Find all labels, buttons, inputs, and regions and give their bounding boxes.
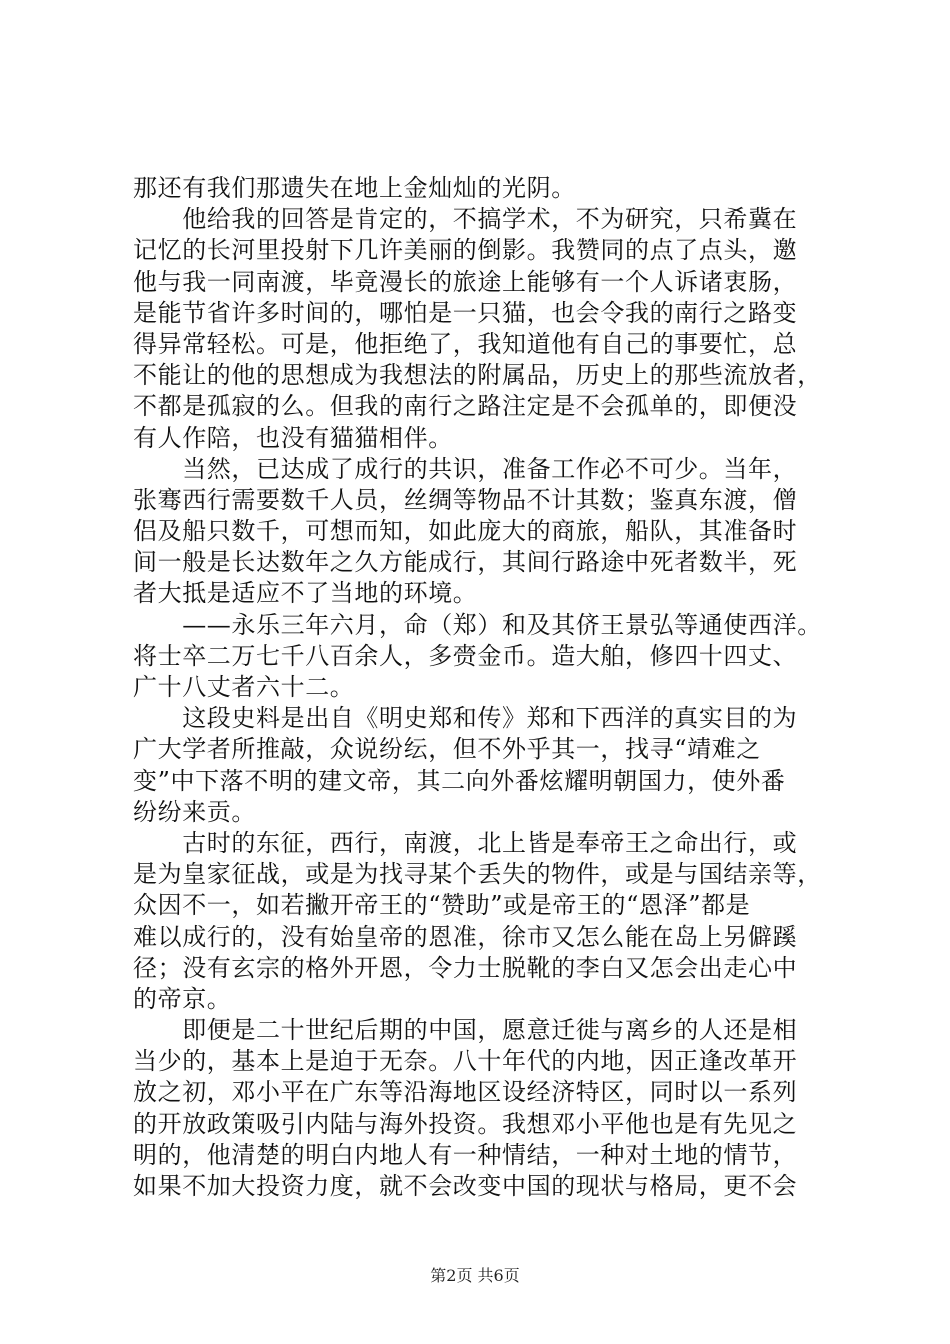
text-line-13: 间一般是长达数年之久方能成行，其间行路途中死者数半，死 <box>133 548 798 577</box>
text-line-5: 是能节省许多时间的，哪怕是一只猫，也会令我的南行之路变 <box>133 298 798 327</box>
text-line-26: 径；没有玄宗的格外开恩，令力士脱靴的李白又怎会出走心中 <box>133 953 798 982</box>
text-line-10: 当然，已达成了成行的共识，准备工作必不可少。当年， <box>133 454 798 483</box>
text-line-32: 明的，他清楚的明白内地人有一种情结，一种对土地的情节， <box>133 1140 798 1169</box>
text-line-3: 记忆的长河里投射下几许美丽的倒影。我赞同的点了点头，邀 <box>133 236 798 265</box>
text-line-7: 不能让的他的思想成为我想法的附属品，历史上的那些流放者， <box>133 361 822 390</box>
text-line-8: 不都是孤寂的么。但我的南行之路注定是不会孤单的，即便没 <box>133 392 798 421</box>
text-line-14: 者大抵是适应不了当地的环境。 <box>133 579 478 608</box>
text-line-12: 侣及船只数千，可想而知，如此庞大的商旅，船队，其准备时 <box>133 517 798 546</box>
text-line-29: 当少的，基本上是迫于无奈。八十年代的内地，因正逢改革开 <box>133 1047 798 1076</box>
text-line-15: ——永乐三年六月，命（郑）和及其侪王景弘等通使西洋。 <box>133 610 822 639</box>
text-line-22: 古时的东征，西行，南渡，北上皆是奉帝王之命出行，或 <box>133 828 798 857</box>
text-line-23: 是为皇家征战，或是为找寻某个丢失的物件，或是与国结亲等， <box>133 860 822 889</box>
text-line-16: 将士卒二万七千八百余人，多赍金币。造大舶，修四十四丈、 <box>133 641 798 670</box>
text-line-2: 他给我的回答是肯定的，不搞学术，不为研究，只希冀在 <box>133 205 798 234</box>
page-number-footer: 第2页 共6页 <box>430 1266 520 1285</box>
text-line-18: 这段史料是出自《明史郑和传》郑和下西洋的真实目的为 <box>133 704 798 733</box>
text-line-30: 放之初，邓小平在广东等沿海地区设经济特区，同时以一系列 <box>133 1078 798 1107</box>
text-line-28: 即便是二十世纪后期的中国，愿意迁徙与离乡的人还是相 <box>133 1016 798 1045</box>
text-line-19: 广大学者所推敲，众说纷纭，但不外乎其一，找寻“靖难之 <box>133 735 761 764</box>
text-line-20: 变”中下落不明的建文帝，其二向外番炫耀明朝国力，使外番 <box>133 766 786 795</box>
text-line-25: 难以成行的，没有始皇帝的恩准，徐市又怎么能在岛上另僻蹊 <box>133 922 798 951</box>
text-line-4: 他与我一同南渡，毕竟漫长的旅途上能够有一个人诉诸衷肠， <box>133 267 798 296</box>
text-line-6: 得异常轻松。可是，他拒绝了，我知道他有自己的事要忙，总 <box>133 329 798 358</box>
text-line-17: 广十八丈者六十二。 <box>133 673 355 701</box>
text-line-27: 的帝京。 <box>133 984 232 1013</box>
text-line-33: 如果不加大投资力度，就不会改变中国的现状与格局，更不会 <box>133 1172 798 1200</box>
body-text <box>133 173 833 1202</box>
text-line-31: 的开放政策吸引内陆与海外投资。我想邓小平他也是有先见之 <box>133 1109 798 1138</box>
text-line-21: 纷纷来贡。 <box>133 797 256 826</box>
text-line-24: 众因不一，如若撇开帝王的“赞助”或是帝王的“恩泽”都是 <box>133 891 751 920</box>
text-line-11: 张骞西行需要数千人员，丝绸等物品不计其数；鉴真东渡，僧 <box>133 485 798 514</box>
text-line-1: 那还有我们那遗失在地上金灿灿的光阴。 <box>133 174 576 202</box>
text-line-9: 有人作陪，也没有猫猫相伴。 <box>133 423 453 452</box>
